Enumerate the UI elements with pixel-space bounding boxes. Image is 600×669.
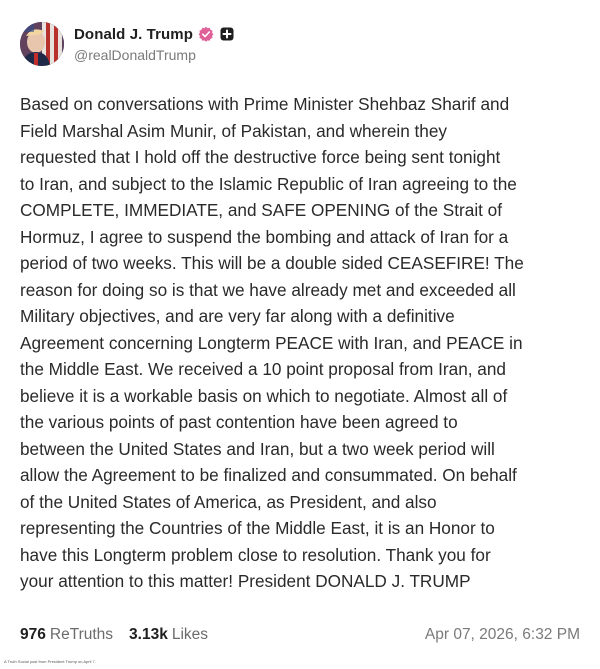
post-body-line: period of two weeks. This will be a double sided CEASEFIRE! The [20, 253, 524, 273]
post-body-line: of the United States of America, as President, and also [20, 491, 437, 512]
post-stats [20, 624, 224, 646]
post-header [20, 20, 235, 68]
name-row [74, 23, 235, 45]
handle[interactable]: @realDonaldTrump [74, 47, 196, 63]
post-body-line: to Iran, and subject to the Islamic Republic of Iran agreeing to the [20, 173, 517, 194]
post-body-line: representing the Countries of the Middle East, it is an Honor to [20, 518, 495, 538]
likes-count: 3.13k [129, 626, 168, 643]
post-body-line: believe it is a workable basis on which to negotiate. Almost all of [20, 385, 508, 406]
post-body-line: Hormuz, I agree to suspend the bombing and attack of Iran for a [20, 226, 509, 247]
post-body-line: COMPLETE, IMMEDIATE, and SAFE OPENING of the Strait of [20, 200, 503, 220]
post-body-line: your attention to this matter! President DONALD J. TRUMP [20, 571, 471, 591]
post-timestamp[interactable]: Apr 07, 2026, 6:32 PM [424, 626, 580, 643]
verified-badge-icon [198, 26, 214, 42]
post-body-line: reason for doing so is that we have already met and exceeded all [20, 279, 516, 300]
post-body-line: the Middle East. We received a 10 point proposal from Iran, and [20, 359, 506, 379]
display-name[interactable]: Donald J. Trump [74, 25, 194, 43]
author-names [74, 23, 235, 65]
avatar[interactable] [20, 22, 64, 66]
retruths-label: ReTruths [49, 626, 114, 643]
avatar-image [20, 22, 64, 66]
likes-label: Likes [171, 626, 209, 643]
post-body [20, 91, 588, 595]
post-body-line: the various points of past contention have been agreed to [20, 412, 458, 432]
post-body-line: Field Marshal Asim Munir, of Pakistan, and wherein they [20, 120, 448, 141]
post-body-line: Military objectives, and are very far along with a definitive [20, 306, 455, 326]
retruths-stat[interactable] [20, 626, 113, 644]
post-body-line: requested that I hold off the destructive force being sent tonight [20, 147, 501, 167]
post-body-line: between the United States and Iran, but a two week period will [20, 438, 495, 459]
post-body-line: Agreement concerning Longterm PEACE with Iran, and PEACE in [20, 332, 523, 353]
post-body-line: have this Longterm problem close to resolution. Thank you for [20, 544, 491, 565]
post-body-line: Based on conversations with Prime Minister Shehbaz Sharif and [20, 94, 510, 114]
image-footnote: A Truth Social post from President Trump on April 7. [4, 659, 96, 664]
likes-stat[interactable] [129, 626, 208, 644]
retruths-count: 976 [20, 626, 46, 643]
plus-square-icon [219, 26, 235, 42]
post-body-line: allow the Agreement to be finalized and consummated. On behalf [20, 465, 517, 485]
